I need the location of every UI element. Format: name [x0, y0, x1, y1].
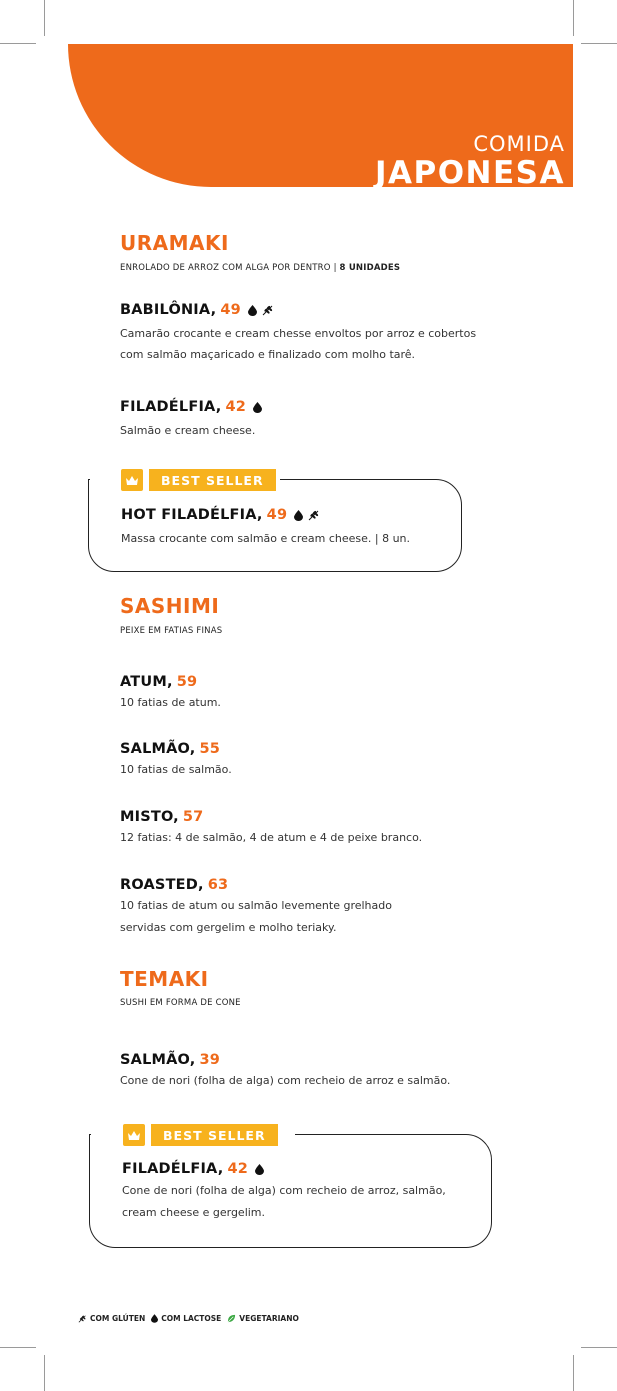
item-description — [122, 1180, 522, 1224]
item-description — [120, 692, 520, 713]
item-description — [120, 323, 520, 365]
menu-item-filadelfia — [120, 399, 520, 441]
section-subtitle-temaki: SUSHI EM FORMA DE CONE — [120, 998, 241, 1008]
desc-line: Cone de nori (folha de alga) com recheio de arroz, salmão, — [122, 1184, 446, 1197]
item-description — [120, 1070, 520, 1091]
desc-line: Salmão e cream cheese. — [120, 424, 256, 437]
page-title — [375, 132, 565, 190]
legend-lactose-label: COM LACTOSE — [161, 1314, 222, 1323]
title-line-1: COMIDA — [473, 132, 565, 156]
crop-mark — [0, 43, 36, 44]
item-title — [122, 1161, 522, 1177]
section-subtitle-sashimi: PEIXE EM FATIAS FINAS — [120, 626, 223, 636]
legend-lactose — [151, 1314, 221, 1323]
desc-line: Massa crocante com salmão e cream cheese. | 8 un. — [121, 532, 411, 545]
item-description — [120, 827, 520, 848]
best-seller-badge — [121, 469, 276, 491]
item-name: ATUM, — [120, 674, 173, 690]
lactose-icon — [253, 402, 262, 413]
crown-icon — [123, 1124, 145, 1146]
menu-item-salmao-sashimi — [120, 741, 520, 780]
item-name: FILADÉLFIA, — [120, 399, 222, 415]
crop-mark — [581, 1347, 617, 1348]
subtitle-text: ENROLADO DE ARROZ COM ALGA POR DENTRO | — [120, 263, 337, 273]
desc-line: 10 fatias de atum ou salmão levemente grelhado — [120, 899, 392, 912]
item-name: SALMÃO, — [120, 1052, 196, 1068]
lactose-icon — [151, 1314, 158, 1323]
crop-mark — [573, 0, 574, 36]
item-price: 39 — [199, 1052, 221, 1068]
section-title-temaki: TEMAKI — [120, 967, 209, 991]
gluten-icon — [308, 510, 320, 521]
item-description — [120, 420, 520, 441]
crown-icon — [121, 469, 143, 491]
legend-vegetarian-label: VEGETARIANO — [239, 1314, 299, 1323]
menu-item-babilonia — [120, 302, 520, 365]
item-name: BABILÔNIA, — [120, 302, 217, 318]
item-description — [120, 895, 520, 939]
menu-item-hot-filadelfia — [121, 507, 521, 549]
crop-mark — [573, 1355, 574, 1391]
item-title — [121, 507, 521, 523]
menu-item-misto — [120, 809, 520, 848]
gluten-icon — [78, 1315, 87, 1323]
gluten-icon — [262, 305, 274, 316]
best-seller-label: BEST SELLER — [149, 469, 276, 491]
crop-mark — [581, 43, 617, 44]
desc-line: 10 fatias de atum. — [120, 696, 221, 709]
item-title — [120, 1052, 520, 1068]
desc-line: Cone de nori (folha de alga) com recheio de arroz e salmão. — [120, 1074, 451, 1087]
legend-vegetarian — [227, 1314, 299, 1323]
desc-line: com salmão maçaricado e finalizado com molho tarê. — [120, 348, 416, 361]
legend-gluten — [78, 1314, 145, 1323]
item-description — [120, 759, 520, 780]
desc-line: 10 fatias de salmão. — [120, 763, 232, 776]
item-price: 42 — [225, 399, 247, 415]
desc-line: cream cheese e gergelim. — [122, 1206, 266, 1219]
lactose-icon — [248, 305, 257, 316]
desc-line: Camarão crocante e cream chesse envoltos por arroz e cobertos — [120, 327, 477, 340]
section-title-sashimi: SASHIMI — [120, 594, 220, 618]
title-line-2: JAPONESA — [374, 155, 565, 191]
lactose-icon — [255, 1164, 264, 1175]
item-title — [120, 741, 520, 757]
item-title — [120, 399, 520, 415]
menu-item-filadelfia-temaki — [122, 1161, 522, 1224]
item-description — [121, 528, 521, 549]
section-subtitle-uramaki — [120, 263, 400, 273]
item-title — [120, 877, 520, 893]
allergen-legend — [78, 1314, 299, 1323]
item-price: 49 — [220, 302, 241, 318]
leaf-icon — [227, 1314, 236, 1323]
item-name: ROASTED, — [120, 877, 204, 893]
item-name: MISTO, — [120, 809, 179, 825]
menu-item-salmao-temaki — [120, 1052, 520, 1091]
item-price: 42 — [227, 1161, 249, 1177]
item-price: 55 — [199, 741, 221, 757]
item-title — [120, 302, 520, 318]
item-name: HOT FILADÉLFIA, — [121, 507, 263, 523]
item-title — [120, 674, 520, 690]
legend-gluten-label: COM GLÚTEN — [90, 1314, 146, 1323]
item-price: 59 — [176, 674, 198, 690]
item-price: 49 — [266, 507, 288, 523]
desc-line: 12 fatias: 4 de salmão, 4 de atum e 4 de peixe branco. — [120, 831, 423, 844]
item-name: FILADÉLFIA, — [122, 1161, 224, 1177]
menu-item-atum — [120, 674, 520, 713]
desc-line: servidas com gergelim e molho teriaky. — [120, 921, 337, 934]
crop-mark — [44, 1355, 45, 1391]
item-price: 57 — [182, 809, 204, 825]
subtitle-units: 8 UNIDADES — [339, 263, 401, 273]
lactose-icon — [294, 510, 303, 521]
item-name: SALMÃO, — [120, 741, 196, 757]
best-seller-badge — [123, 1124, 278, 1146]
item-title — [120, 809, 520, 825]
section-title-uramaki: URAMAKI — [120, 231, 229, 255]
menu-item-roasted — [120, 877, 520, 939]
crop-mark — [0, 1347, 36, 1348]
crop-mark — [44, 0, 45, 36]
best-seller-label: BEST SELLER — [151, 1124, 278, 1146]
item-price: 63 — [207, 877, 229, 893]
